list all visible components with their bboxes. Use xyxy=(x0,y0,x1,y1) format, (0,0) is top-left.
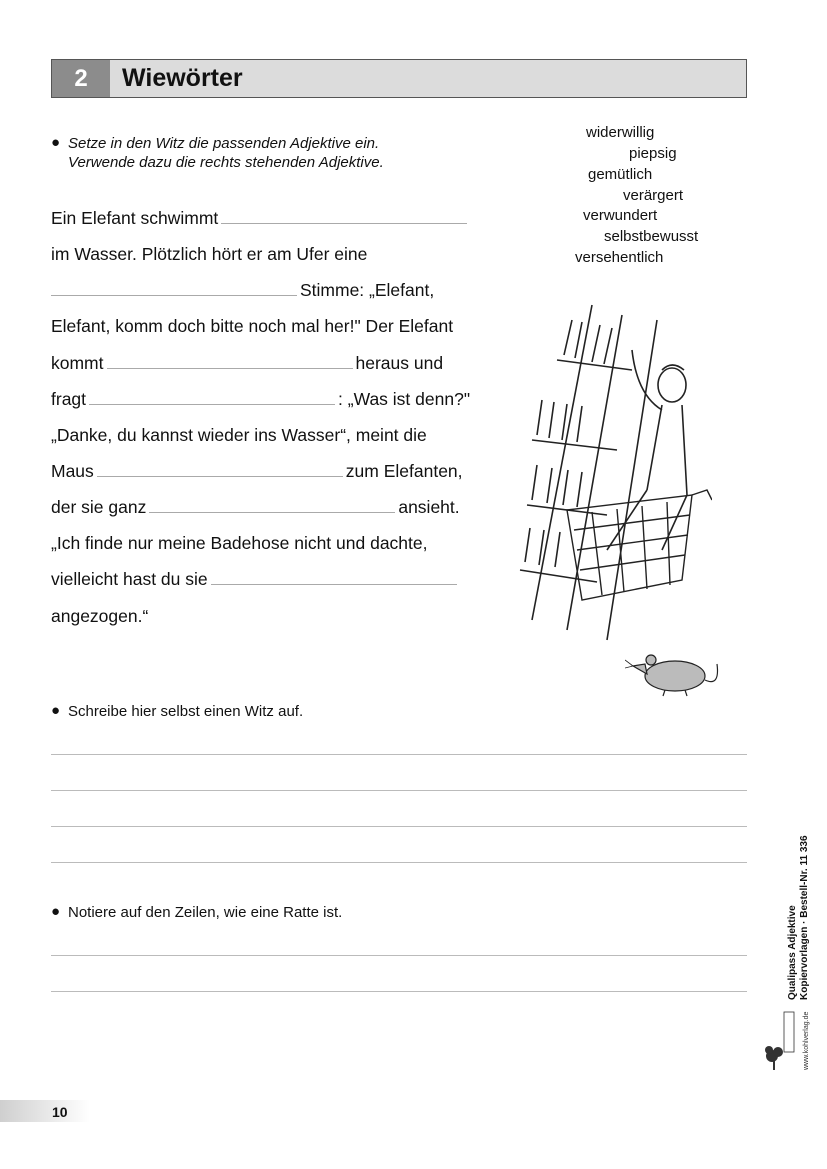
story-text: Stimme: „Elefant, xyxy=(300,280,435,300)
fill-blank[interactable] xyxy=(89,388,335,405)
writing-line[interactable] xyxy=(51,991,747,992)
fill-blank[interactable] xyxy=(211,568,457,585)
story-text: kommt xyxy=(51,353,104,373)
publisher-logo-icon xyxy=(762,1004,802,1074)
word-bank-item: widerwillig xyxy=(586,124,655,141)
page-title: Wiewörter xyxy=(122,64,243,92)
story-text: angezogen.“ xyxy=(51,606,149,626)
instruction-line-1: Setze in den Witz die passenden Adjektive ein. xyxy=(68,135,380,152)
story-line xyxy=(51,207,470,229)
series-title: Qualipass Adjektive xyxy=(787,905,798,1000)
bullet-icon: ● xyxy=(51,903,61,920)
story-line xyxy=(51,568,460,590)
writing-line[interactable] xyxy=(51,955,747,956)
fill-blank[interactable] xyxy=(97,460,343,477)
story-line xyxy=(51,279,434,301)
publisher-info xyxy=(787,835,811,1000)
writing-line[interactable] xyxy=(51,862,747,863)
story-text: Elefant, komm doch bitte noch mal her!" Der Elefant xyxy=(51,316,454,336)
story-line xyxy=(51,352,443,374)
story-text: : „Was ist denn?" xyxy=(338,389,471,409)
story-text: Maus xyxy=(51,461,94,481)
footer-bar xyxy=(0,1100,90,1122)
order-number: Kopiervorlagen · Bestell-Nr. 11 336 xyxy=(799,835,810,1000)
story-text: fragt xyxy=(51,389,87,409)
shopping-illustration xyxy=(512,300,712,645)
story-text: im Wasser. Plötzlich hört er am Ufer eine xyxy=(51,244,368,264)
word-bank-item: gemütlich xyxy=(588,166,653,183)
story-text: zum Elefanten, xyxy=(345,461,463,481)
fill-blank[interactable] xyxy=(221,207,467,224)
section-number: 2 xyxy=(52,60,110,97)
story-line xyxy=(51,496,460,518)
story-line xyxy=(51,424,427,446)
story-text: der sie ganz xyxy=(51,497,147,517)
story-line xyxy=(51,605,148,627)
word-bank-item: versehentlich xyxy=(575,249,664,266)
story-line xyxy=(51,460,463,482)
story-line xyxy=(51,315,453,337)
fill-blank[interactable] xyxy=(51,279,297,296)
bullet-icon: ● xyxy=(51,702,61,719)
section-header xyxy=(51,59,747,98)
writing-line[interactable] xyxy=(51,826,747,827)
task2-text: Schreibe hier selbst einen Witz auf. xyxy=(68,703,304,720)
publisher-url: www.kohlverlag.de xyxy=(803,1011,810,1070)
word-bank-item: selbstbewusst xyxy=(604,228,699,245)
story-text: Ein Elefant schwimmt xyxy=(51,208,219,228)
story-line xyxy=(51,388,470,410)
story-text: „Ich finde nur meine Badehose nicht und dachte, xyxy=(51,533,428,553)
fill-blank[interactable] xyxy=(107,352,353,369)
word-bank-item: verwundert xyxy=(583,207,658,224)
mouse-illustration xyxy=(625,652,725,697)
word-bank-item: piepsig xyxy=(629,145,677,162)
story-text: „Danke, du kannst wieder ins Wasser“, meint die xyxy=(51,425,427,445)
story-line xyxy=(51,243,367,265)
writing-line[interactable] xyxy=(51,790,747,791)
story-text: ansieht. xyxy=(398,497,460,517)
bullet-icon: ● xyxy=(51,134,61,151)
fill-blank[interactable] xyxy=(149,496,395,513)
story-line xyxy=(51,532,428,554)
word-bank-item: verärgert xyxy=(623,187,684,204)
task3-text: Notiere auf den Zeilen, wie eine Ratte ist. xyxy=(68,904,343,921)
instruction-line-2: Verwende dazu die rechts stehenden Adjektive. xyxy=(68,154,384,171)
story-text: vielleicht hast du sie xyxy=(51,569,208,589)
story-text: heraus und xyxy=(355,353,444,373)
writing-line[interactable] xyxy=(51,754,747,755)
page-number: 10 xyxy=(52,1104,68,1120)
